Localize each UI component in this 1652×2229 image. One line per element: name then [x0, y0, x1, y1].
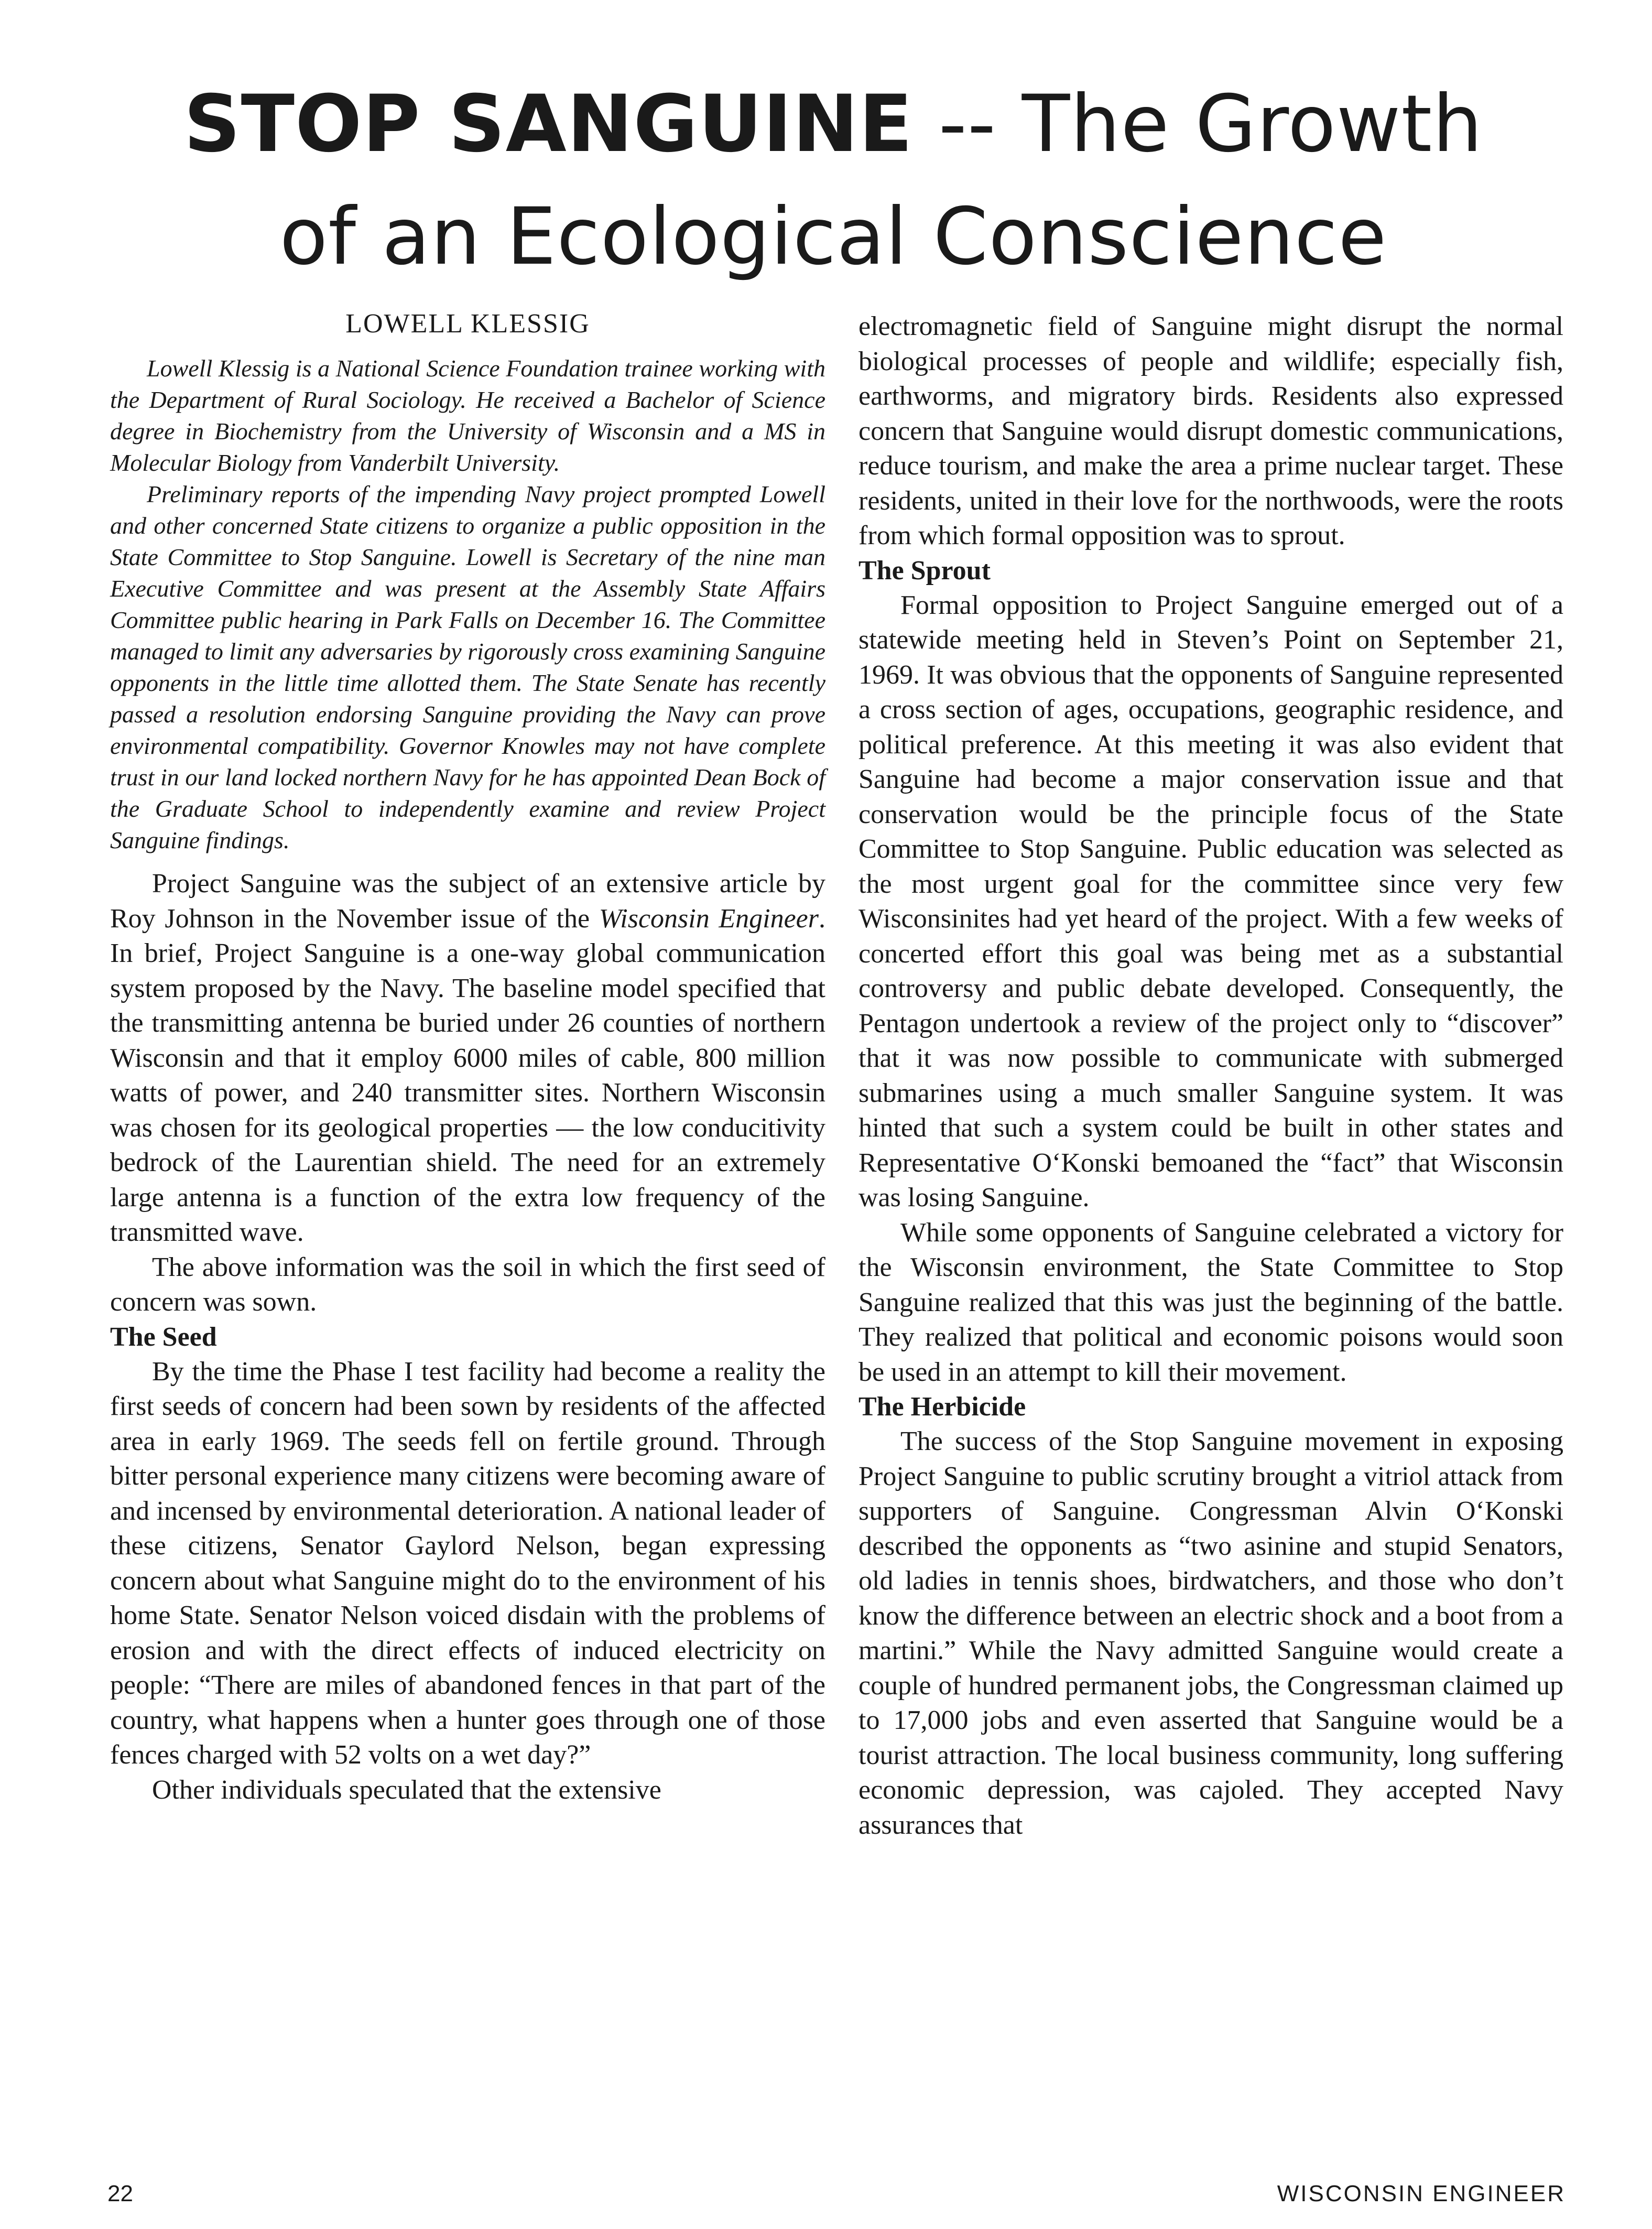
body-paragraph: Other individuals speculated that the extensive	[152, 1774, 661, 1805]
bio-paragraph: Lowell Klessig is a National Science Foundation trainee working with the Department of Rural Sociology. He received a Bachelor of Science degree in Biochemistry from the University of Wisconsin and a MS in Molecular Biology from Vanderbilt University.	[110, 355, 825, 476]
intro-text-end: . In brief, Project Sanguine is a one-way global communication system proposed by the Navy. The baseline model specified that the transmitting antenna be buried under 26 counties of northern Wisconsin and that it employ 6000 miles of cable, 800 million watts of power, and 240 transmitter sites. Northern Wisconsin was chosen for its geological properties — the low conducitivity bedrock of the Laurentian shield. The need for an extremely large antenna is a function of the extra low frequency of the transmitted wave.	[110, 903, 825, 1247]
body-paragraph-continued: electromagnetic field of Sanguine might disrupt the normal biological processes of people and wildlife; especially fish, earthworms, and migratory birds. Residents also expressed concern that Sanguine would disrupt domestic communications, reduce tourism, and make the area a prime nuclear target. These residents, united in their love for the northwoods, were the roots from which formal opposition was to sprout.	[858, 311, 1563, 550]
bio-paragraph: Preliminary reports of the impending Navy project prompted Lowell and other concerned State citizens to organize a public opposition in the State Committee to Stop Sanguine. Lowell is Secretary of the nine man Executive Committee and was present at the Assembly State Affairs Committee public hearing in Park Falls on December 16. The Committee managed to limit any adversaries by rigorously cross examining Sanguine opponents in the little time allotted them. The State Senate has recently passed a resolution endorsing Sanguine providing the Navy can prove environmental compatibility. Governor Knowles may not have complete trust in our land locked northern Navy for he has appointed Dean Bock of the Graduate School to independently examine and review Project Sanguine findings.	[110, 481, 825, 853]
body-paragraph	[110, 867, 825, 1250]
body-paragraph: While some opponents of Sanguine celebrated a victory for the Wisconsin environment, the State Committee to Stop Sanguine realized that this was just the beginning of the battle. They realized that political and economic poisons would soon be used in an attempt to kill their movement.	[858, 1217, 1563, 1387]
author-bio	[110, 353, 825, 856]
intro-text-start: Project Sanguine was the subject of an extensive article by Roy Johnson in the November issue of the	[110, 869, 825, 934]
body-paragraph: By the time the Phase I test facility had become a reality the first seeds of concern had been sown by residents of the affected area in early 1969. The seeds fell on fertile ground. Through bitter personal experience many citizens were becoming aware of and incensed by environmental deterioration. A national leader of these citizens, Senator Gaylord Nelson, began expressing concern about what Sanguine might do to the environment of his home State. Senator Nelson voiced disdain with the problems of erosion and with the direct effects of induced electricity on people: “There are miles of abandoned fences in that part of the country, what happens when a hunter goes through one of those fences charged with 52 volts on a wet day?”	[110, 1356, 825, 1770]
author-name: LOWELL KLESSIG	[345, 309, 590, 339]
body-paragraph: The above information was the soil in which the first seed of concern was sown.	[110, 1252, 825, 1317]
section-heading-herbicide: The Herbicide	[858, 1392, 1026, 1422]
section-heading-sprout: The Sprout	[858, 555, 991, 586]
body-paragraph: The success of the Stop Sanguine movement in exposing Project Sanguine to public scrutiny brought a vitriol attack from supporters of Sanguine. Congressman Alvin O‘Konski described the opponents as “two asinine and stupid Senators, old ladies in tennis shoes, birdwatchers, and those who don’t know the difference between an electric shock and a boot from a martini.” While the Navy admitted Sanguine would create a couple of hundred permanent jobs, the Congressman claimed up to 17,000 jobs and even asserted that Sanguine would be a tourist attraction. The local business community, long suffering economic depression, was cajoled. They accepted Navy assurances that	[858, 1426, 1563, 1840]
title-rest-line1: -- The Growth	[913, 79, 1483, 170]
title-line2: of an Ecological Conscience	[279, 191, 1387, 283]
magazine-title-italic: Wisconsin Engineer	[599, 903, 819, 934]
article-title	[94, 68, 1572, 294]
left-column	[110, 307, 825, 1808]
section-heading-seed: The Seed	[110, 1322, 217, 1352]
page-number: 22	[107, 2181, 133, 2206]
body-paragraph: Formal opposition to Project Sanguine emerged out of a statewide meeting held in Steven’s Point on September 21, 1969. It was obvious that the opponents of Sanguine represented a cross section of ages, occupations, geographic residence, and political preference. At this meeting it was also evident that Sanguine had become a major conservation issue and that conservation would be the principle focus of the State Committee to Stop Sanguine. Public education was selected as the most urgent goal for the committee since very few Wisconsinites had yet heard of the project. With a few weeks of concerted effort this goal was being met as a substantial controversy and public debate developed. Consequently, the Pentagon undertook a review of the project only to “discover” that it was now possible to communicate with submerged submarines using a much smaller Sanguine system. It was hinted that such a system could be built in other states and Representative O‘Konski bemoaned the “fact” that Wisconsin was losing Sanguine.	[858, 590, 1563, 1213]
title-bold-part: STOP SANGUINE	[183, 79, 914, 170]
right-column	[858, 309, 1563, 1843]
publication-name: WISCONSIN ENGINEER	[1277, 2181, 1566, 2206]
